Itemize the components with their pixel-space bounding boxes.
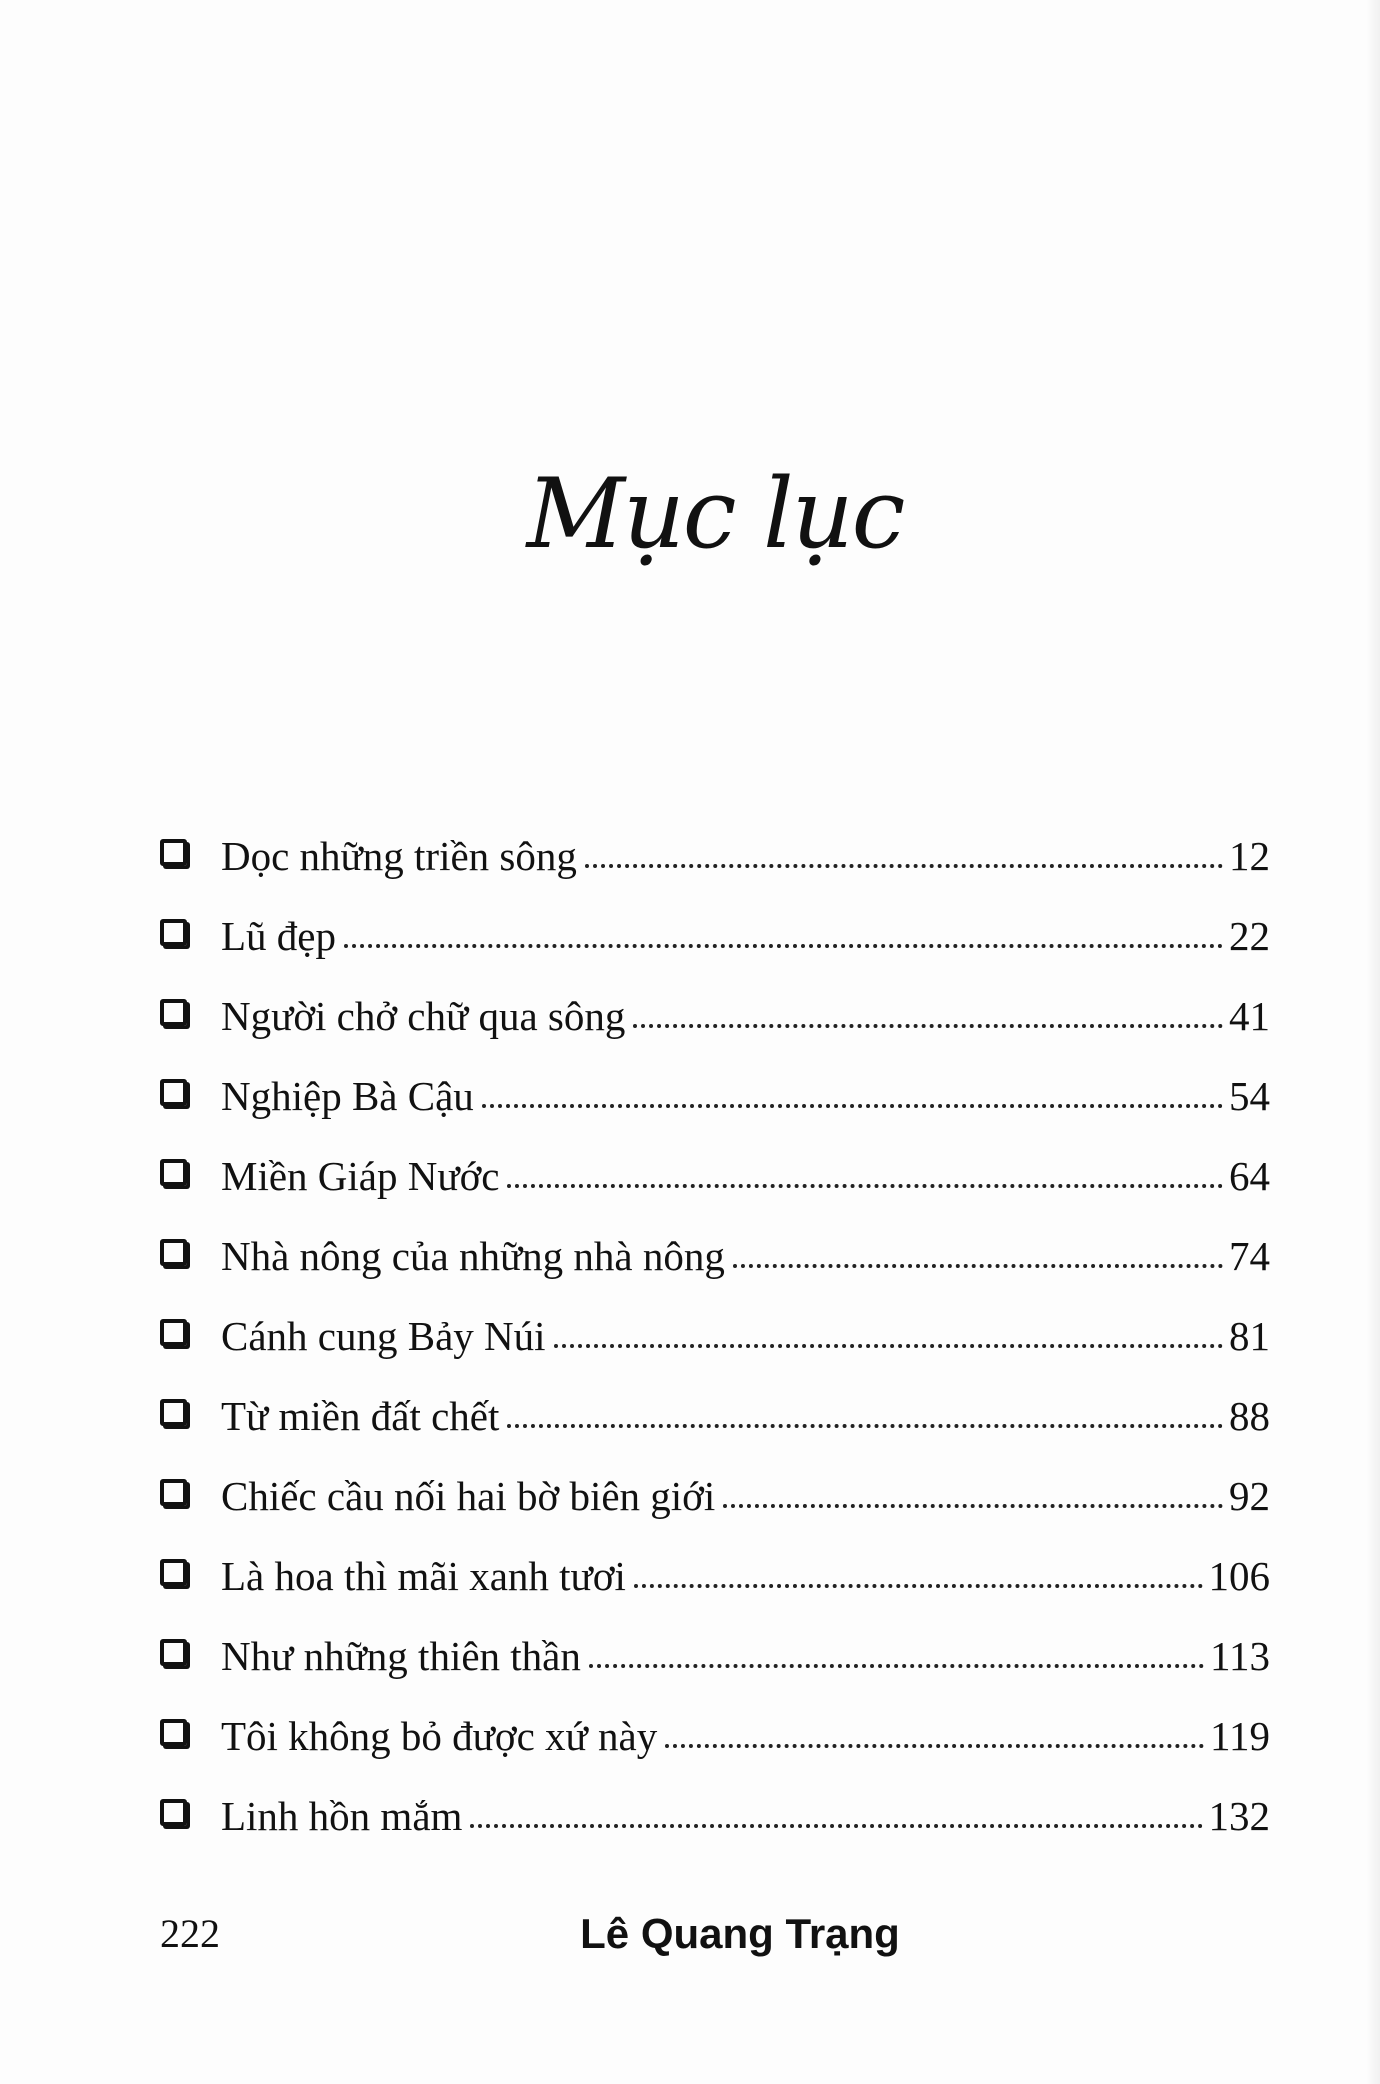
toc-item[interactable] [160, 1440, 1270, 1520]
toc-item[interactable] [160, 1520, 1270, 1600]
checkbox-icon [160, 1639, 187, 1666]
toc-item-page: 88 [1229, 1393, 1270, 1439]
toc-item-title: Miền Giáp Nước [221, 1153, 500, 1199]
dot-leader [482, 1104, 1223, 1108]
toc-item-title: Tôi không bỏ được xứ này [221, 1713, 658, 1759]
dot-leader [554, 1344, 1223, 1348]
dot-leader [585, 864, 1223, 868]
toc-item[interactable] [160, 1280, 1270, 1360]
toc-item-title: Người chở chữ qua sông [221, 993, 626, 1039]
toc-item-title: Nhà nông của những nhà nông [221, 1233, 725, 1279]
toc-item[interactable] [160, 1200, 1270, 1280]
toc-item-page: 41 [1229, 993, 1270, 1039]
checkbox-icon [160, 1799, 187, 1826]
toc-item-page: 22 [1229, 913, 1270, 959]
toc-item-page: 12 [1229, 833, 1270, 879]
checkbox-icon [160, 1719, 187, 1746]
footer-author: Lê Quang Trạng [580, 1910, 900, 1957]
dot-leader [665, 1744, 1204, 1748]
toc-item-page: 81 [1229, 1313, 1270, 1359]
toc-item-page: 106 [1208, 1553, 1270, 1599]
checkbox-icon [160, 1399, 187, 1426]
toc-item-title: Như những thiên thần [221, 1633, 581, 1679]
toc-item[interactable] [160, 1760, 1270, 1840]
toc-item-page: 54 [1229, 1073, 1270, 1119]
footer-page-number: 222 [160, 1911, 220, 1956]
toc-item[interactable] [160, 1680, 1270, 1760]
toc-item[interactable] [160, 960, 1270, 1040]
toc-item-page: 92 [1229, 1473, 1270, 1519]
page-title: Mục lục [526, 458, 904, 570]
toc-item[interactable] [160, 800, 1270, 880]
toc-item-title: Linh hồn mắm [221, 1793, 463, 1839]
toc-item-title: Chiếc cầu nối hai bờ biên giới [221, 1473, 716, 1519]
dot-leader [344, 944, 1223, 948]
checkbox-icon [160, 919, 187, 946]
toc-item-page: 132 [1208, 1793, 1270, 1839]
toc-item-title: Cánh cung Bảy Núi [221, 1313, 546, 1359]
toc-item-title: Lũ đẹp [221, 913, 336, 959]
table-of-contents [160, 800, 1270, 1840]
checkbox-icon [160, 1079, 187, 1106]
checkbox-icon [160, 1559, 187, 1586]
toc-item-page: 113 [1210, 1633, 1270, 1679]
checkbox-icon [160, 1319, 187, 1346]
dot-leader [507, 1184, 1223, 1188]
toc-item[interactable] [160, 1120, 1270, 1200]
toc-item[interactable] [160, 880, 1270, 960]
toc-item-title: Nghiệp Bà Cậu [221, 1073, 474, 1119]
toc-item-page: 119 [1210, 1713, 1270, 1759]
toc-item[interactable] [160, 1360, 1270, 1440]
checkbox-icon [160, 839, 187, 866]
dot-leader [470, 1824, 1202, 1828]
dot-leader [723, 1504, 1223, 1508]
page-edge [1366, 0, 1380, 2084]
checkbox-icon [160, 1239, 187, 1266]
toc-item-title: Từ miền đất chết [221, 1393, 500, 1439]
checkbox-icon [160, 1159, 187, 1186]
toc-item-title: Dọc những triền sông [221, 833, 577, 879]
toc-item-page: 74 [1229, 1233, 1270, 1279]
checkbox-icon [160, 1479, 187, 1506]
toc-item[interactable] [160, 1040, 1270, 1120]
checkbox-icon [160, 999, 187, 1026]
dot-leader [733, 1264, 1223, 1268]
dot-leader [633, 1024, 1223, 1028]
dot-leader [589, 1664, 1204, 1668]
dot-leader [634, 1584, 1203, 1588]
toc-item[interactable] [160, 1600, 1270, 1680]
toc-item-page: 64 [1229, 1153, 1270, 1199]
toc-item-title: Là hoa thì mãi xanh tươi [221, 1553, 626, 1599]
dot-leader [507, 1424, 1223, 1428]
